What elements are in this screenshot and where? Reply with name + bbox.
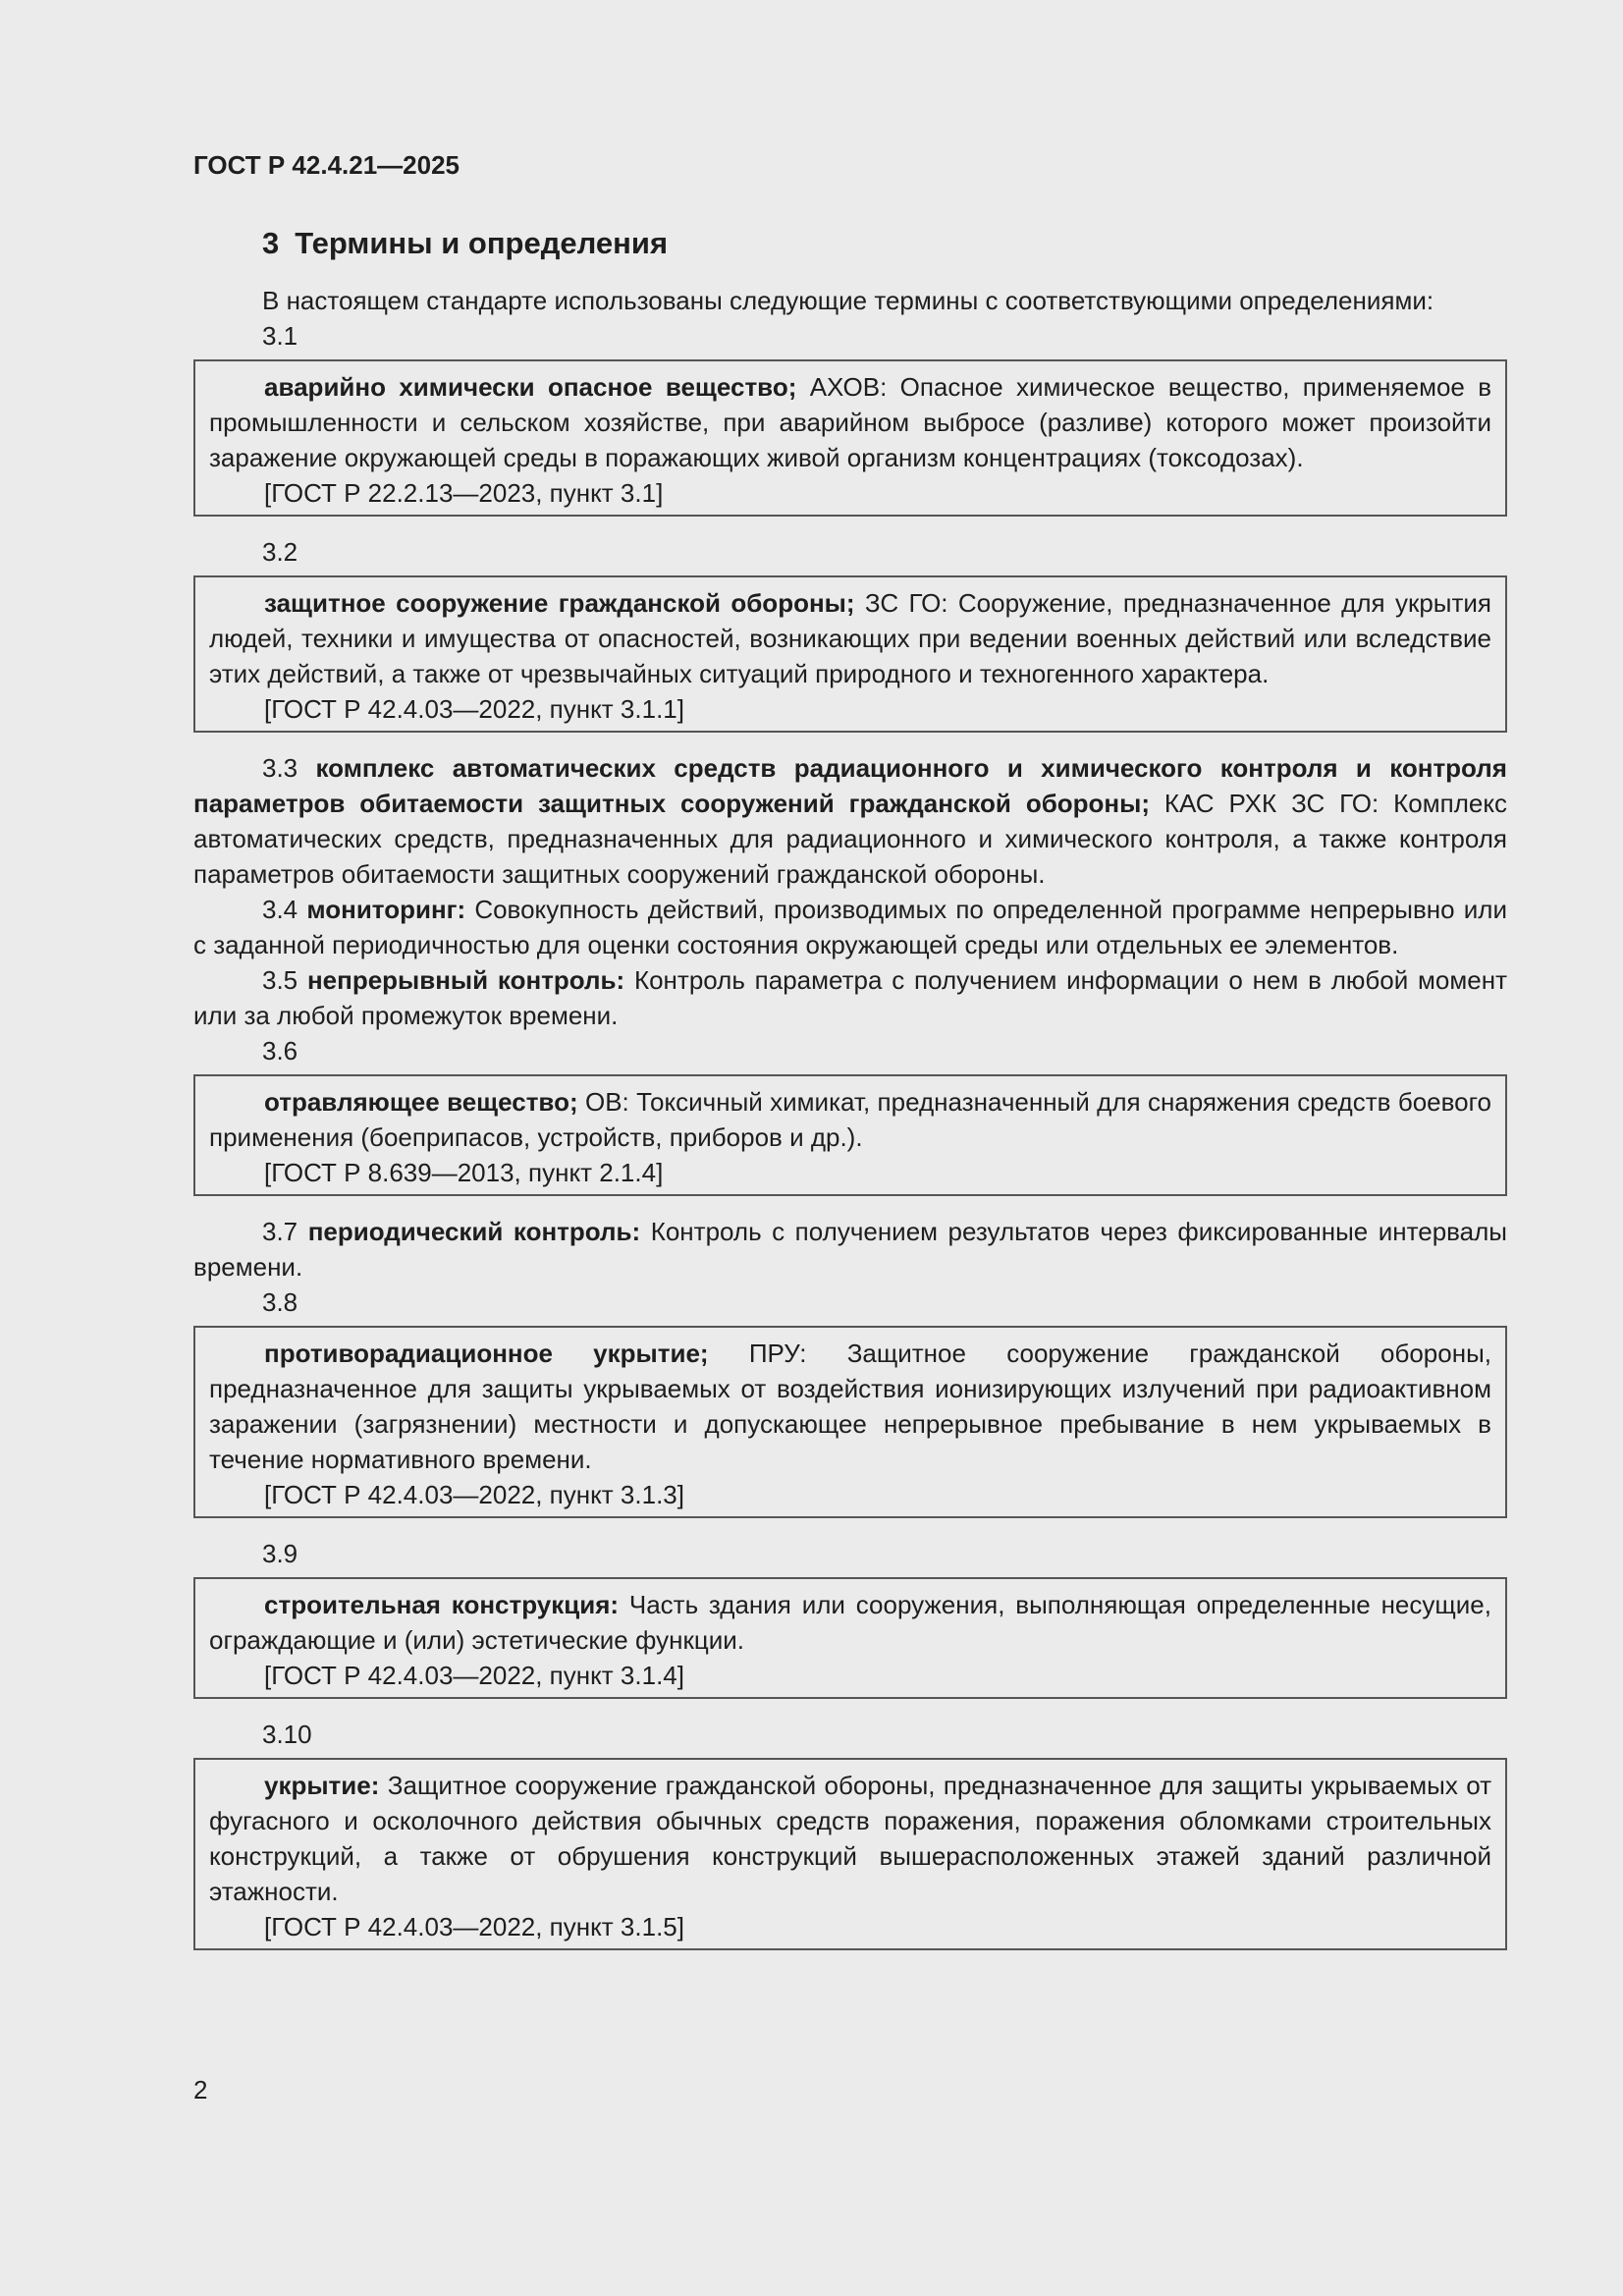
term-definition: КАС РХК ЗС ГО: Комплекс автоматических средств, предназначенных для радиационного и химического контроля, а также контроля параметров обитаемости защитных сооружений гражданской обороны.	[193, 789, 1507, 889]
term-number: 3.2	[262, 537, 298, 567]
term-definition: ОВ: Токсичный химикат, предназначенный для снаряжения средств боевого применения (боеприпасов, устройств, приборов и др.).	[209, 1087, 1491, 1152]
page-number: 2	[193, 2075, 208, 2105]
term-entry	[209, 1768, 1491, 1909]
term-entry	[193, 750, 1507, 892]
section-title-text: Термины и определения	[295, 226, 669, 260]
term-name: укрытие:	[264, 1771, 380, 1800]
term-number: 3.1	[262, 321, 298, 351]
term-box	[193, 359, 1507, 517]
term-box	[193, 1758, 1507, 1950]
term-entry	[209, 1084, 1491, 1155]
term-entry	[209, 585, 1491, 691]
term-box	[193, 1577, 1507, 1699]
term-box	[193, 575, 1507, 733]
term-definition: Контроль параметра с получением информации о нем в любой момент или за любой промежуток времени.	[193, 965, 1507, 1030]
term-name: противорадиационное укрытие;	[264, 1339, 709, 1368]
term-box	[193, 1074, 1507, 1196]
term-name: строительная конструкция:	[264, 1590, 620, 1619]
term-source: [ГОСТ Р 8.639—2013, пункт 2.1.4]	[264, 1158, 664, 1187]
term-definition: АХОВ: Опасное химическое вещество, применяемое в промышленности и сельском хозяйстве, при аварийном выбросе (разливе) которого может произойти заражение окружающей среды в поражающих живой организм концентрациях (токсодозах).	[209, 372, 1492, 472]
term-box	[193, 1326, 1507, 1518]
term-name: непрерывный контроль:	[306, 965, 625, 995]
term-source: [ГОСТ Р 42.4.03—2022, пункт 3.1.5]	[264, 1912, 684, 1941]
term-name: отравляющее вещество;	[264, 1087, 578, 1117]
term-source: [ГОСТ Р 42.4.03—2022, пункт 3.1.1]	[264, 694, 684, 724]
term-entry	[209, 1587, 1491, 1658]
section-number: 3	[262, 226, 280, 260]
term-number: 3.4	[262, 895, 298, 924]
term-definition: Защитное сооружение гражданской обороны, предназначенное для защиты укрываемых от фугасного и осколочного действия обычных средств поражения, поражения обломками строительных конструкций, а также от обрушения конструкций вышерасположенных этажей зданий различной этажности.	[209, 1771, 1491, 1906]
term-definition: ЗС ГО: Сооружение, предназначенное для укрытия людей, техники и имущества от опасностей, возникающих при ведении военных действий или вследствие этих действий, а также от чрезвычайных ситуаций природного и техногенного характера.	[209, 588, 1491, 688]
term-number: 3.7	[262, 1217, 298, 1246]
term-definition: Контроль с получением результатов через фиксированные интервалы времени.	[193, 1217, 1507, 1282]
term-definition: ПРУ: Защитное сооружение гражданской обороны, предназначенное для защиты укрываемых от воздействия ионизирующих излучений при радиоактивном заражении (загрязнении) местности и допускающее непрерывное пребывание в нем укрываемых в течение нормативного времени.	[209, 1339, 1491, 1474]
term-entry	[193, 1214, 1507, 1285]
term-name: аварийно химически опасное вещество;	[264, 372, 797, 402]
intro-text: В настоящем стандарте использованы следующие термины с соответствующими определениями:	[262, 286, 1434, 315]
term-source: [ГОСТ Р 42.4.03—2022, пункт 3.1.4]	[264, 1661, 684, 1690]
term-number: 3.8	[262, 1287, 298, 1317]
term-number: 3.9	[262, 1539, 298, 1568]
term-source: [ГОСТ Р 42.4.03—2022, пункт 3.1.3]	[264, 1480, 684, 1509]
term-number: 3.3	[262, 753, 298, 783]
term-entry	[193, 892, 1507, 962]
term-entry	[209, 1336, 1491, 1477]
document-page	[193, 147, 1507, 1968]
term-source: [ГОСТ Р 22.2.13—2023, пункт 3.1]	[264, 478, 664, 508]
term-name: периодический контроль:	[307, 1217, 641, 1246]
term-name: комплекс автоматических средств радиационного и химического контроля и контроля параметров обитаемости защитных сооружений гражданской обороны;	[193, 753, 1507, 818]
section-title	[262, 224, 1507, 263]
term-number: 3.10	[262, 1720, 312, 1749]
term-name: мониторинг:	[306, 895, 466, 924]
term-entry	[209, 369, 1491, 475]
term-name: защитное сооружение гражданской обороны;	[264, 588, 855, 618]
term-entry	[193, 962, 1507, 1033]
term-definition: Часть здания или сооружения, выполняющая определенные несущие, ограждающие и (или) эстетические функции.	[209, 1590, 1491, 1655]
standard-header: ГОСТ Р 42.4.21—2025	[193, 150, 460, 180]
term-number: 3.5	[262, 965, 298, 995]
term-number: 3.6	[262, 1036, 298, 1066]
term-definition: Совокупность действий, производимых по определенной программе непрерывно или с заданной периодичностью для оценки состояния окружающей среды или отдельных ее элементов.	[193, 895, 1507, 959]
